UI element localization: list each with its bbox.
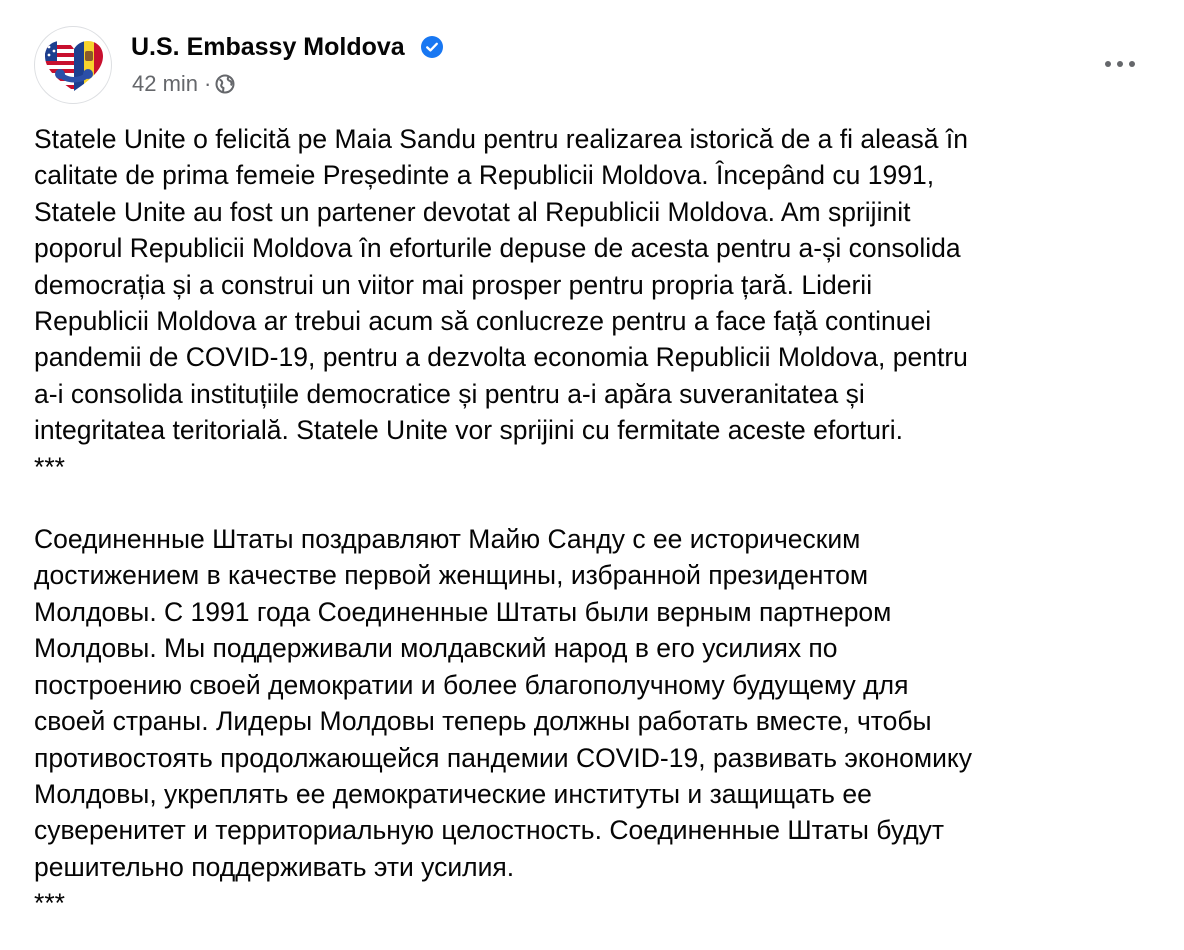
text-line: a-i consolida instituțiile democratice și pentru a-i apăra suveranitatea și bbox=[34, 378, 865, 409]
ellipsis-icon bbox=[1129, 61, 1135, 67]
post-text-russian bbox=[34, 521, 1154, 921]
text-line: Соединенные Штаты поздравляют Майю Санду с ее историческим bbox=[34, 524, 861, 555]
text-line: Statele Unite au fost un partener devotat al Republicii Moldova. Am sprijinit bbox=[34, 196, 911, 227]
avatar[interactable] bbox=[34, 26, 112, 104]
text-line: противостоять продолжающейся пандемии COVID-19, развивать экономику bbox=[34, 742, 973, 773]
verified-badge-icon bbox=[421, 36, 443, 58]
post-header bbox=[34, 26, 1150, 106]
timestamp-link[interactable]: 42 min bbox=[132, 71, 199, 96]
meta-separator: · bbox=[204, 71, 212, 96]
globe-icon[interactable] bbox=[215, 74, 235, 94]
text-line: Republicii Moldova ar trebui acum să conlucreze pentru a face față continuei bbox=[34, 306, 932, 337]
paragraph-gap bbox=[34, 485, 1154, 521]
text-separator: *** bbox=[34, 888, 65, 919]
text-line: integritatea teritorială. Statele Unite vor sprijini cu fermitate aceste eforturi. bbox=[34, 415, 904, 446]
text-line: Statele Unite o felicită pe Maia Sandu pentru realizarea istorică de a fi aleasă în bbox=[34, 124, 968, 154]
text-line: Молдовы, укреплять ее демократические институты и защищать ее bbox=[34, 778, 872, 809]
text-separator: *** bbox=[34, 451, 65, 482]
text-line: Молдовы. С 1991 года Соединенные Штаты были верным партнером bbox=[34, 596, 892, 627]
more-options-button[interactable] bbox=[1098, 46, 1142, 82]
ellipsis-icon bbox=[1105, 61, 1111, 67]
post-text-romanian bbox=[34, 121, 1154, 485]
text-line: достижением в качестве первой женщины, избранной президентом bbox=[34, 560, 869, 591]
embassy-logo-icon bbox=[35, 27, 112, 104]
text-line: суверенитет и территориальную целостность. Соединенные Штаты будут bbox=[34, 815, 945, 846]
text-line: Молдовы. Мы поддерживали молдавский народ в его усилиях по bbox=[34, 633, 838, 664]
text-line: построению своей демократии и более благополучному будущему для bbox=[34, 669, 909, 700]
post-body bbox=[34, 121, 1154, 922]
text-line: democrația și a construi un viitor mai prosper pentru propria țară. Liderii bbox=[34, 269, 873, 300]
author-name[interactable] bbox=[131, 32, 443, 62]
ellipsis-icon bbox=[1117, 61, 1123, 67]
text-line: poporul Republicii Moldova în eforturile depuse de acesta pentru a-și consolida bbox=[34, 233, 961, 264]
text-line: своей страны. Лидеры Молдовы теперь должны работать вместе, чтобы bbox=[34, 706, 932, 737]
text-line: pandemii de COVID-19, pentru a dezvolta economia Republicii Moldova, pentru bbox=[34, 342, 968, 373]
post-meta bbox=[132, 70, 235, 98]
text-line: calitate de prima femeie Președinte a Republicii Moldova. Începând cu 1991, bbox=[34, 160, 935, 191]
text-line: решительно поддерживать эти усилия. bbox=[34, 851, 515, 882]
author-name-text[interactable]: U.S. Embassy Moldova bbox=[131, 33, 405, 61]
